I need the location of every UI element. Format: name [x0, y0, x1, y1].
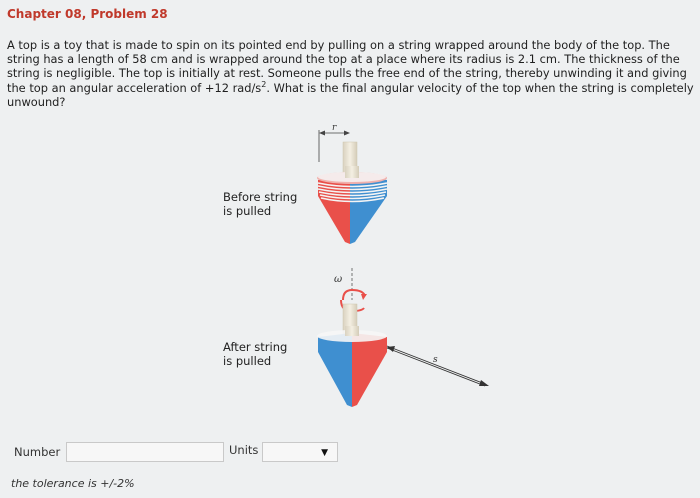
radius-symbol: r [332, 123, 337, 133]
string-length-symbol: s [433, 355, 438, 365]
problem-exponent: 2 [261, 79, 267, 89]
problem-text-part2: . What is the final angular velocity of the top when the string is completely unwound? [7, 80, 694, 109]
answer-row [0, 438, 700, 468]
problem-text-part1: A top is a toy that is made to spin on its pointed end by pulling on a string wrapped around the body of the top. The string has a length of 58 cm and is wrapped around the top at a place where its radius is 2.1 cm. The thickness of the string is negligible. The top is initially at rest. Someone pulls the free end of the string, thereby unwinding it and giving the top an angular acceleration of +12 rad/s [7, 38, 687, 95]
after-label-line2: is pulled [223, 354, 272, 368]
top-before [317, 142, 387, 244]
dropdown-arrow-icon[interactable]: ▼ [321, 448, 328, 458]
number-label: Number [14, 445, 61, 459]
top-after-blue-half [318, 333, 352, 407]
after-label-line1: After string [223, 340, 288, 354]
problem-statement [7, 38, 695, 109]
top-after-red-half [352, 333, 387, 407]
number-input[interactable] [66, 442, 224, 462]
units-dropdown[interactable] [262, 442, 338, 462]
top-after [317, 304, 387, 407]
before-label-line1: Before string [223, 190, 298, 204]
problem-title: Chapter 08, Problem 28 [7, 7, 168, 21]
tolerance-note: the tolerance is +/-2% [11, 477, 135, 490]
top-illustration [215, 122, 505, 422]
angular-velocity-symbol: ω [334, 274, 343, 285]
units-label: Units [229, 443, 259, 457]
before-label-line2: is pulled [223, 204, 272, 218]
spinning-top-figure [215, 122, 505, 422]
unwound-string [387, 346, 489, 386]
